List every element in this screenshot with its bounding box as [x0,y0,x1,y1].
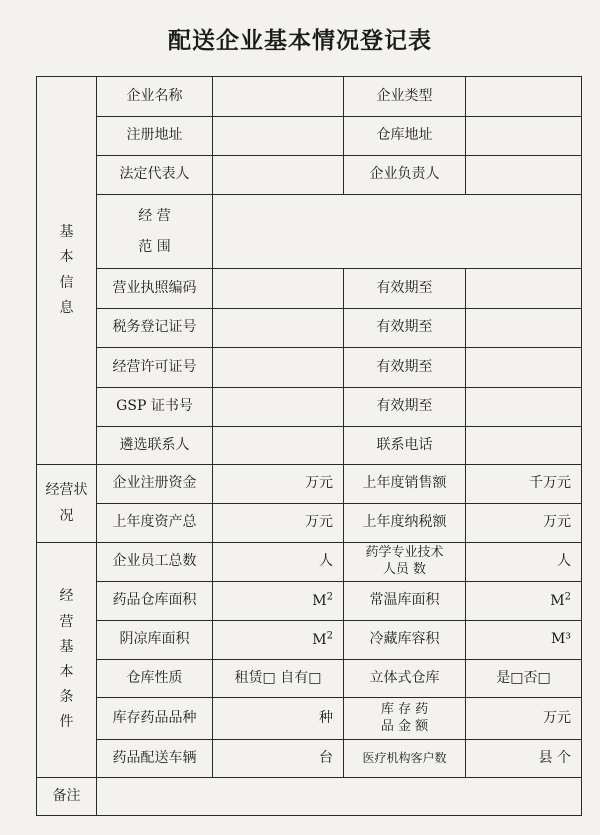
last-year-sales-field[interactable] [466,465,582,504]
stock-value-field[interactable] [466,698,582,740]
registered-address-label: 注册地址 [97,117,213,156]
table-row [37,698,582,740]
company-name-label: 企业名称 [97,77,213,117]
registered-capital-label: 企业注册资金 [97,465,213,504]
cold-storage-volume-field[interactable] [466,621,582,660]
section-conditions-label: 经 营 基 本 条 件 [37,543,97,778]
business-license-label: 营业执照编码 [97,269,213,309]
table-row [37,269,582,309]
license-valid-until-label: 有效期至 [344,269,466,309]
gsp-valid-until-label: 有效期至 [344,388,466,427]
warehouse-area-label: 药品仓库面积 [97,582,213,621]
table-row [37,621,582,660]
company-head-label: 企业负责人 [344,156,466,195]
table-row [37,740,582,778]
last-year-assets-label: 上年度资产总 [97,504,213,543]
tax-valid-until-label: 有效期至 [344,309,466,348]
business-scope-label: 经 营 范 围 [97,195,213,269]
medical-clients-field[interactable] [466,740,582,778]
table-row [37,465,582,504]
unit-text: 万元 [305,475,333,492]
gsp-valid-until-field[interactable] [466,388,582,427]
registration-form-table [36,76,582,816]
table-row [37,77,582,117]
legal-representative-label: 法定代表人 [97,156,213,195]
table-row [37,543,582,582]
unit-text: 人 [319,553,333,570]
last-year-assets-field[interactable] [213,504,344,543]
unit-text: 县 个 [538,749,571,766]
normal-temp-area-field[interactable] [466,582,582,621]
normal-temp-area-label: 常温库面积 [344,582,466,621]
warehouse-area-field[interactable] [213,582,344,621]
company-name-field[interactable] [213,77,344,117]
tax-valid-until-field[interactable] [466,309,582,348]
unit-text: 台 [319,749,333,766]
last-year-tax-label: 上年度纳税额 [344,504,466,543]
warehouse-address-field[interactable] [466,117,582,156]
stock-variety-field[interactable] [213,698,344,740]
unit-text: M³ [551,631,571,648]
table-row [37,778,582,816]
license-valid-until-field[interactable] [466,269,582,309]
page-title: 配送企业基本情况登记表 [168,28,432,54]
remarks-field[interactable] [97,778,582,816]
warehouse-nature-label: 仓库性质 [97,660,213,698]
pharmacy-staff-field[interactable] [466,543,582,582]
table-row [37,660,582,698]
warehouse-address-label: 仓库地址 [344,117,466,156]
gsp-certificate-field[interactable] [213,388,344,427]
business-license-field[interactable] [213,269,344,309]
warehouse-nature-options[interactable]: 租赁□ 自有□ [213,660,344,698]
permit-valid-until-field[interactable] [466,348,582,388]
table-row [37,504,582,543]
registered-address-field[interactable] [213,117,344,156]
stock-value-label: 库 存 药 品 金 额 [344,698,466,740]
registered-capital-field[interactable] [213,465,344,504]
permit-valid-until-label: 有效期至 [344,348,466,388]
gsp-certificate-label: GSP 证书号 [97,388,213,427]
selection-contact-label: 遴选联系人 [97,427,213,465]
table-row [37,309,582,348]
unit-text: 万元 [543,514,571,531]
company-head-field[interactable] [466,156,582,195]
tax-registration-field[interactable] [213,309,344,348]
section-basic-info-label: 基 本 信 息 [37,77,97,465]
cool-storage-area-field[interactable] [213,621,344,660]
company-type-field[interactable] [466,77,582,117]
stereo-warehouse-label: 立体式仓库 [344,660,466,698]
total-staff-label: 企业员工总数 [97,543,213,582]
table-row [37,427,582,465]
medical-clients-label: 医疗机构客户数 [344,740,466,778]
selection-contact-field[interactable] [213,427,344,465]
stereo-warehouse-options[interactable]: 是□否□ [466,660,582,698]
tax-registration-label: 税务登记证号 [97,309,213,348]
cool-storage-area-label: 阴凉库面积 [97,621,213,660]
remarks-label: 备注 [37,778,97,816]
total-staff-field[interactable] [213,543,344,582]
unit-text: 万元 [543,709,571,726]
delivery-vehicles-label: 药品配送车辆 [97,740,213,778]
table-row [37,195,582,269]
last-year-sales-label: 上年度销售额 [344,465,466,504]
contact-phone-field[interactable] [466,427,582,465]
table-row [37,117,582,156]
table-row [37,582,582,621]
business-permit-label: 经营许可证号 [97,348,213,388]
unit-text: $M^2$ [312,591,333,610]
legal-representative-field[interactable] [213,156,344,195]
unit-text: 万元 [305,514,333,531]
stock-variety-label: 库存药品品种 [97,698,213,740]
unit-text: 人 [557,553,571,570]
section-business-status-label: 经营状 况 [37,465,97,543]
contact-phone-label: 联系电话 [344,427,466,465]
cold-storage-volume-label: 冷藏库容积 [344,621,466,660]
unit-text: $M^2$ [550,591,571,610]
unit-text: $M^2$ [312,630,333,649]
table-row [37,348,582,388]
business-permit-field[interactable] [213,348,344,388]
pharmacy-staff-label: 药学专业技术 人员 数 [344,543,466,582]
table-row [37,388,582,427]
business-scope-field[interactable] [213,195,582,269]
unit-text: 千万元 [529,475,571,492]
unit-text: 种 [319,709,333,726]
company-type-label: 企业类型 [344,77,466,117]
table-row [37,156,582,195]
last-year-tax-field[interactable] [466,504,582,543]
delivery-vehicles-field[interactable] [213,740,344,778]
